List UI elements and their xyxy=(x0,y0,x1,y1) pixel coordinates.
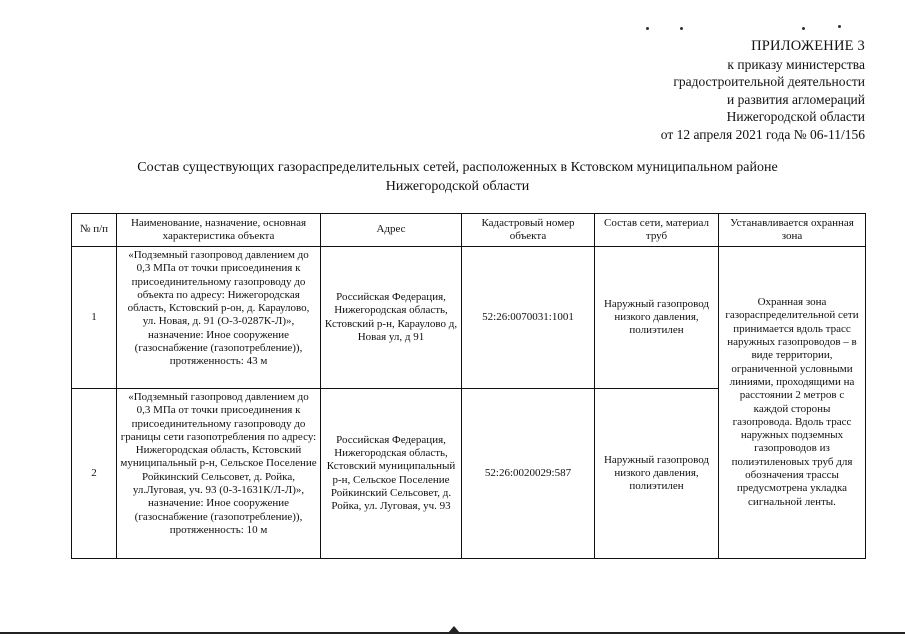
cell-address: Российская Федерация, Нижегородская область, Кстовский муниципальный р-н, Сельское Поселение Ройкинский Сельсовет, д. Ройка, ул. Луговая, уч. 93 xyxy=(321,389,462,559)
cell-number: 1 xyxy=(72,247,117,389)
gas-network-table xyxy=(71,213,866,559)
table-row xyxy=(72,247,866,389)
cell-number: 2 xyxy=(72,389,117,559)
cell-address: Российская Федерация, Нижегородская область, Кстовский р-н, Караулово д, Новая ул, д 91 xyxy=(321,247,462,389)
header-number: № п/п xyxy=(72,214,117,247)
scan-edge-mark xyxy=(448,626,460,633)
appendix-block xyxy=(545,38,865,143)
header-network: Состав сети, материал труб xyxy=(595,214,719,247)
cell-cadastral: 52:26:0070031:1001 xyxy=(462,247,595,389)
cell-name: «Подземный газопровод давлением до 0,3 МПа от точки присоединения к присоединительному газопроводу до границы сети газопотребления по адресу: Нижегородская область, Кстовский муниципальный р-н, Сельское Поселение Ройкинский Сельсовет, д. Ройка, ул.Луговая, уч. 93 (0-3-1631К/Л-Л)», назначение: Иное сооружение (газоснабжение (газопотребление)), протяженность: 10 м xyxy=(117,389,321,559)
table-header-row xyxy=(72,214,866,247)
cell-network: Наружный газопровод низкого давления, полиэтилен xyxy=(595,389,719,559)
document-title-line: Состав существующих газораспределительных сетей, расположенных в Кстовском муниципальном районе xyxy=(137,160,778,175)
cell-protection-zone: Охранная зона газораспределительной сети принимается вдоль трасс наружных газопроводов – в виде территории, ограниченной условными линиями, проходящими на расстоянии 2 метров с каждой стороны газопровода. Вдоль трасс наружных подземных газопроводов из полиэтиленовых труб для обозначения трассы предусмотрена укладка сигнальной ленты. xyxy=(719,247,866,559)
appendix-heading: ПРИЛОЖЕНИЕ 3 xyxy=(751,38,865,54)
appendix-line: градостроительной деятельности xyxy=(673,74,865,89)
scan-speck xyxy=(802,27,805,30)
header-protection-zone: Устанавливается охранная зона xyxy=(719,214,866,247)
appendix-order-date: от 12 апреля 2021 года № 06-11/156 xyxy=(660,126,865,142)
document-title xyxy=(100,158,815,196)
header-cadastral: Кадастровый номер объекта xyxy=(462,214,595,247)
header-address: Адрес xyxy=(321,214,462,247)
scan-specks xyxy=(0,27,905,33)
header-name: Наименование, назначение, основная характеристика объекта xyxy=(117,214,321,247)
scan-speck xyxy=(646,27,649,30)
scan-speck xyxy=(838,25,841,28)
cell-cadastral: 52:26:0020029:587 xyxy=(462,389,595,559)
cell-network: Наружный газопровод низкого давления, полиэтилен xyxy=(595,247,719,389)
scan-speck xyxy=(680,27,683,30)
appendix-line: к приказу министерства xyxy=(727,56,865,72)
appendix-line: и развития агломераций xyxy=(726,91,865,107)
document-title-line: Нижегородской области xyxy=(385,179,530,194)
cell-name: «Подземный газопровод давлением до 0,3 МПа от точки присоединения к присоединительному газопроводу до объекта по адресу: Нижегородская область, Кстовский р-он, д. Караулово, ул. Новая, д. 91 (О-3-0287К-Л)», назначение: Иное сооружение (газоснабжение (газопотребление)), протяженность: 43 м xyxy=(117,247,321,389)
appendix-line: Нижегородской области xyxy=(726,109,865,124)
